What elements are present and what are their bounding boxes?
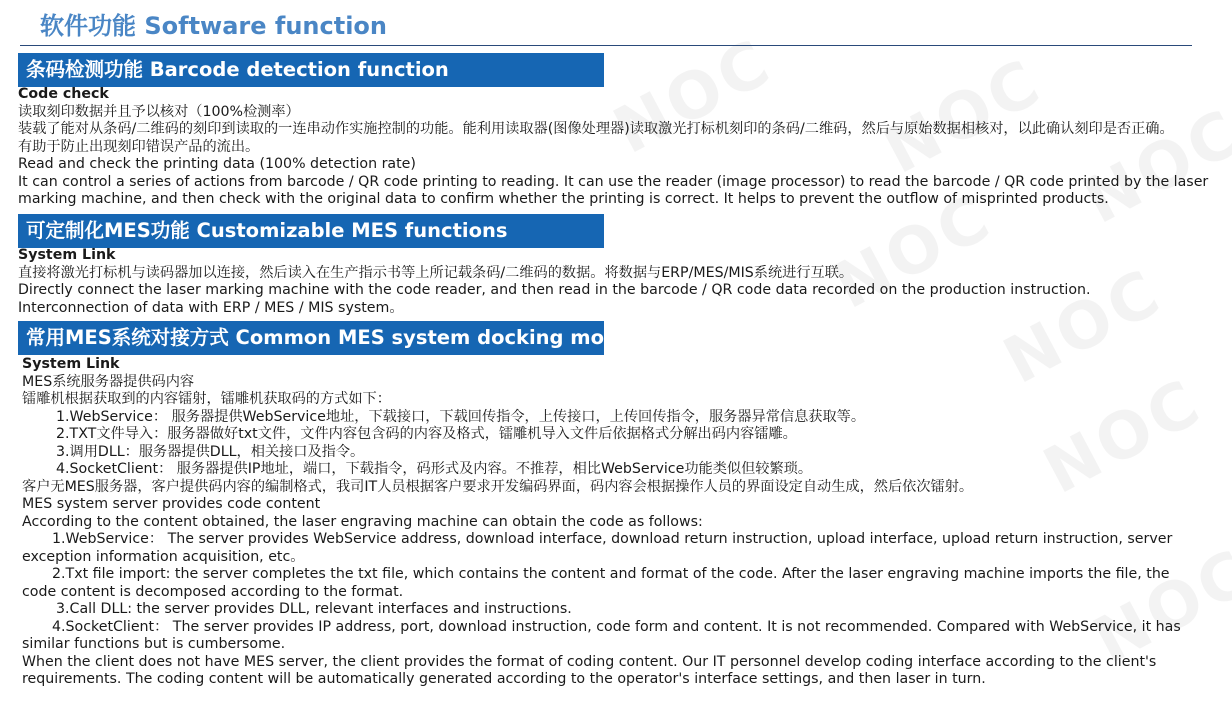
- page-title: 软件功能 Software function: [40, 12, 387, 40]
- text-line: It can control a series of actions from barcode / QR code printing to reading. It can use the reader (image processor) to read the barcode / QR code printed by the laser marking machine, and then check with the original data to confirm whether the printing is correct. It helps to prevent the outflow of misprinted products.: [18, 173, 1209, 207]
- text-line: 有助于防止出现刻印错误产品的流出。: [18, 138, 260, 155]
- section-heading-mes: 可定制化MES功能 Customizable MES functions: [18, 214, 604, 248]
- list-item: 4.SocketClient： 服务器提供IP地址，端口，下载指令，码形式及内容。不推荐，相比WebService功能类似但较繁琐。: [56, 461, 813, 477]
- text-line: 装载了能对从条码/二维码的刻印到读取的一连串动作实施控制的功能。能利用读取器(图像处理器)读取激光打标机刻印的条码/二维码，然后与原始数据相核对，以此确认刻印是否正确。: [18, 121, 1174, 137]
- title-divider: [20, 45, 1192, 46]
- text-line: Interconnection of data with ERP / MES / MIS system。: [18, 299, 404, 316]
- list-item: 3.Call DLL: the server provides DLL, relevant interfaces and instructions.: [56, 601, 572, 617]
- section-body-docking: [22, 356, 1206, 689]
- text-line: According to the content obtained, the laser engraving machine can obtain the code as follows:: [22, 513, 703, 530]
- text-line: Directly connect the laser marking machine with the code reader, and then read in the barcode / QR code data recorded on the production instruction.: [18, 282, 1091, 298]
- subheading: System Link: [18, 247, 116, 263]
- text-line: 直接将激光打标机与读码器加以连接，然后读入在生产指示书等上所记载条码/二维码的数据。将数据与ERP/MES/MIS系统进行互联。: [18, 264, 854, 281]
- list-item: 3.调用DLL：服务器提供DLL，相关接口及指令。: [56, 443, 365, 460]
- text-line: 镭雕机根据获取到的内容镭射，镭雕机获取码的方式如下：: [22, 391, 391, 407]
- subheading: Code check: [18, 86, 109, 102]
- text-line: 读取刻印数据并且予以核对（100%检测率）: [18, 103, 300, 120]
- list-item: 2.Txt file import: the server completes the txt file, which contains the content and format of the code. After the laser engraving machine imports the file, the code content is decomposed according to the format.: [22, 566, 1170, 600]
- text-line: When the client does not have MES server, the client provides the format of coding content. Our IT personnel develop coding interface according to the client's requirements. The coding content will be automatically generated according to the operator's interface settings, and then laser in turn.: [22, 653, 1157, 687]
- text-line: MES系统服务器提供码内容: [22, 373, 195, 390]
- list-item: 2.TXT文件导入：服务器做好txt文件，文件内容包含码的内容及格式，镭雕机导入文件后依据格式分解出码内容镭雕。: [56, 426, 797, 442]
- section-heading-docking: 常用MES系统对接方式 Common MES system docking mode: [18, 321, 604, 355]
- subheading: System Link: [22, 356, 120, 372]
- section-body-mes: [18, 247, 1214, 317]
- section-body-barcode: [18, 86, 1214, 209]
- text-line: MES system server provides code content: [22, 496, 321, 512]
- list-item: 1.WebService： 服务器提供WebService地址，下载接口，下载回传指令，上传接口，上传回传指令，服务器异常信息获取等。: [56, 408, 866, 425]
- list-item: 4.SocketClient： The server provides IP address, port, download instruction, code form and content. It is not recommended. Compared with WebService, it has similar functions but is cumbersome.: [22, 618, 1181, 652]
- section-heading-barcode: 条码检测功能 Barcode detection function: [18, 53, 604, 87]
- text-line: 客户无MES服务器，客户提供码内容的编制格式，我司IT人员根据客户要求开发编码界面，码内容会根据操作人员的界面设定自动生成，然后依次镭射。: [22, 478, 974, 495]
- text-line: Read and check the printing data (100% detection rate): [18, 156, 416, 172]
- list-item: 1.WebService： The server provides WebService address, download interface, download return instruction, upload interface, upload return instruction, server exception information acquisition, etc。: [22, 531, 1173, 565]
